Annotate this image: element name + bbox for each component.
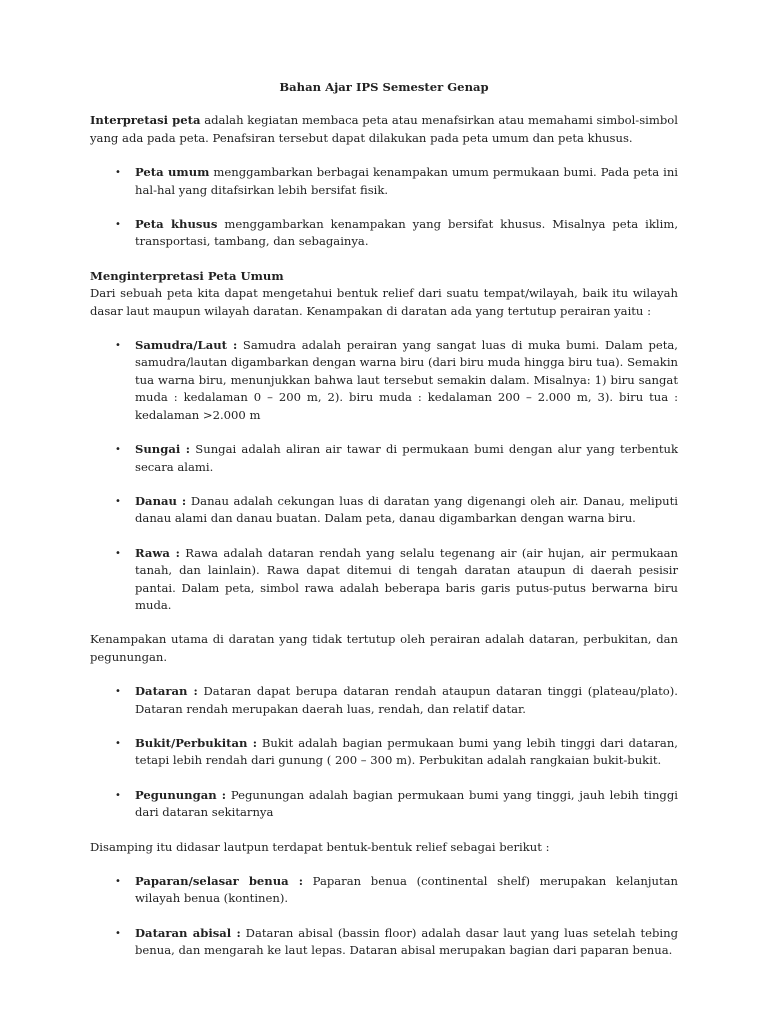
item-text: Dataran abisal (bassin floor) adalah dasar laut yang luas setelah tebing benua, dan mengarah ke laut lepas. Dataran abisal merupakan bagian dari paparan benua. xyxy=(135,925,678,958)
list-item xyxy=(90,735,678,770)
section-heading: Menginterpretasi Peta Umum xyxy=(90,268,284,283)
list-item xyxy=(90,216,678,251)
list-item xyxy=(90,545,678,615)
bullet-icon: • xyxy=(115,219,121,231)
map-types-list xyxy=(90,164,678,251)
list-item xyxy=(90,787,678,822)
section-text: Dari sebuah peta kita dapat mengetahui bentuk relief dari suatu tempat/wilayah, baik itu wilayah dasar laut maupun wilayah daratan. Kenampakan di daratan ada yang tertutup perairan yaitu : xyxy=(90,286,678,318)
document-page xyxy=(90,79,678,977)
document-title: Bahan Ajar IPS Semester Genap xyxy=(279,80,489,94)
item-term: Bukit/Perbukitan : xyxy=(135,735,257,750)
item-term: Dataran : xyxy=(135,684,198,699)
item-term: Samudra/Laut : xyxy=(135,338,238,353)
item-term: Rawa : xyxy=(135,545,180,560)
item-text: Samudra adalah perairan yang sangat luas di muka bumi. Dalam peta, samudra/lautan digambarkan dengan warna biru (dari biru muda hingga biru tua). Semakin tua warna biru, menunjukkan bahwa laut tersebut semakin dalam. Misalnya: 1) biru sangat muda : kedalaman 0 – 200 m, 2). biru muda : kedalaman 200 – 2.000 m, 3). biru tua : kedalaman >2.000 m xyxy=(135,338,678,422)
item-text: Dataran dapat berupa dataran rendah ataupun dataran tinggi (plateau/plato). Dataran rendah merupakan daerah luas, rendah, dan relatif datar. xyxy=(135,684,678,716)
item-text: Pegunungan adalah bagian permukaan bumi yang tinggi, jauh lebih tinggi dari dataran sekitarnya xyxy=(135,787,678,820)
sea-intro-paragraph: Disamping itu didasar lautpun terdapat bentuk-bentuk relief sebagai berikut : xyxy=(90,839,550,854)
item-text: Sungai adalah aliran air tawar di permukaan bumi dengan alur yang terbentuk secara alami. xyxy=(135,442,678,474)
item-term: Danau : xyxy=(135,493,187,508)
item-text: menggambarkan kenampakan yang bersifat khusus. Misalnya peta iklim, transportasi, tambang, dan sebagainya. xyxy=(135,217,679,249)
list-item xyxy=(90,493,678,528)
bullet-icon: • xyxy=(115,876,121,887)
sea-features-list xyxy=(90,873,678,960)
water-features-list xyxy=(90,337,678,614)
item-term: Peta khusus xyxy=(135,217,218,232)
bullet-icon: • xyxy=(115,547,121,559)
bullet-icon: • xyxy=(115,686,121,698)
item-text: Bukit adalah bagian permukaan bumi yang lebih tinggi dari dataran, tetapi lebih rendah dari gunung ( 200 – 300 m). Perbukitan adalah rangkaian bukit-bukit. xyxy=(135,735,678,768)
list-item xyxy=(90,873,678,908)
list-item xyxy=(90,164,678,199)
item-term: Pegunungan : xyxy=(135,787,227,802)
bullet-icon: • xyxy=(115,340,121,352)
item-text: menggambarkan berbagai kenampakan umum permukaan bumi. Pada peta ini hal-hal yang ditafsirkan lebih bersifat fisik. xyxy=(135,165,678,197)
bullet-icon: • xyxy=(115,495,121,507)
bullet-icon: • xyxy=(115,444,121,456)
item-term: Paparan/selasar benua : xyxy=(135,874,303,888)
bullet-icon: • xyxy=(115,737,121,749)
intro-term: Interpretasi peta xyxy=(90,113,201,128)
intro-text: adalah kegiatan membaca peta atau menafsirkan atau memahami simbol-simbol yang ada pada peta. Penafsiran tersebut dapat dilakukan pada peta umum dan peta khusus. xyxy=(90,113,678,145)
item-text: Rawa adalah dataran rendah yang selalu tegenang air (air hujan, air permukaan tanah, dan lainlain). Rawa dapat ditemui di tengah daratan ataupun di daerah pesisir pantai. Dalam peta, simbol rawa adalah beberapa baris garis putus-putus berwarna biru muda. xyxy=(135,545,678,612)
list-item xyxy=(90,337,678,424)
item-term: Sungai : xyxy=(135,442,191,457)
list-item xyxy=(90,441,678,476)
item-term: Peta umum xyxy=(135,165,210,180)
land-intro-paragraph: Kenampakan utama di daratan yang tidak tertutup oleh perairan adalah dataran, perbukitan, dan pegunungan. xyxy=(90,632,678,664)
item-term: Dataran abisal : xyxy=(135,925,241,940)
bullet-icon: • xyxy=(115,789,121,801)
bullet-icon: • xyxy=(115,927,121,939)
bullet-icon: • xyxy=(115,167,121,179)
intro-paragraph xyxy=(90,112,678,147)
list-item xyxy=(90,683,678,718)
land-features-list xyxy=(90,683,678,821)
section-paragraph xyxy=(90,268,678,320)
item-text: Paparan benua (continental shelf) merupakan kelanjutan wilayah benua (kontinen). xyxy=(135,874,678,906)
list-item xyxy=(90,925,678,960)
item-text: Danau adalah cekungan luas di daratan yang digenangi oleh air. Danau, meliputi danau alami dan danau buatan. Dalam peta, danau digambarkan dengan warna biru. xyxy=(135,493,678,526)
